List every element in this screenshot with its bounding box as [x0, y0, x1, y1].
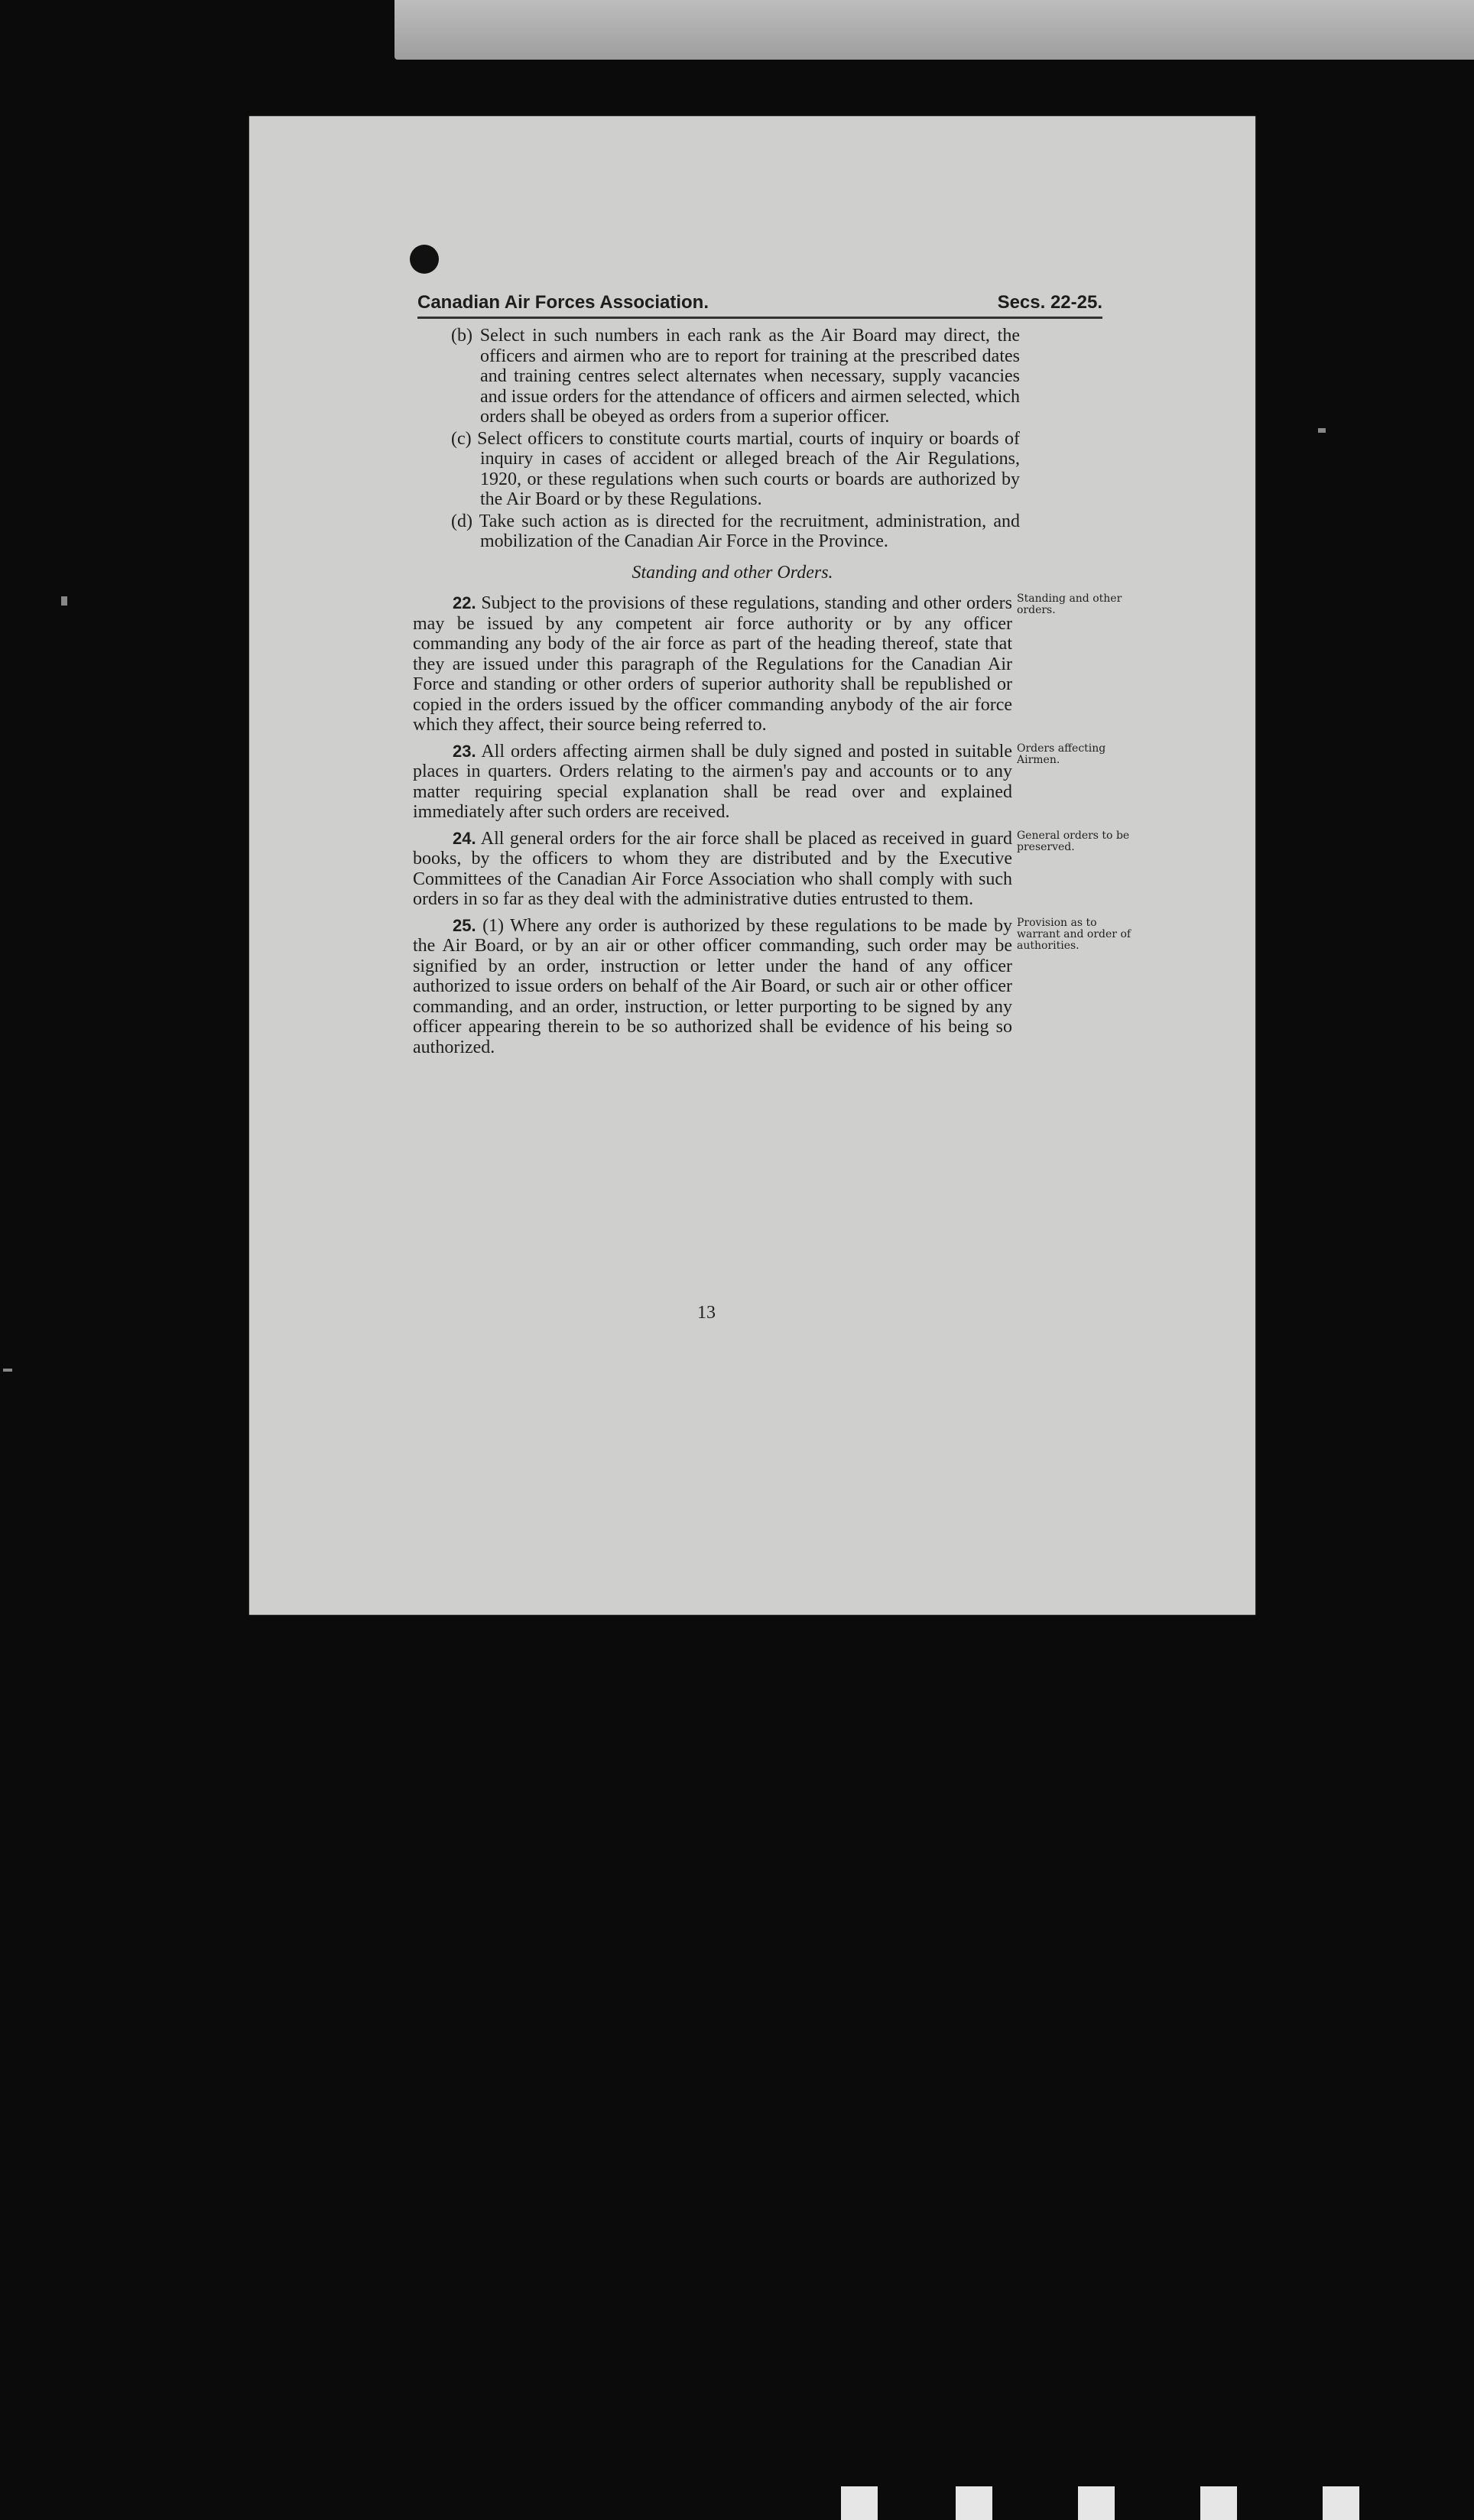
film-bottom-edge: [0, 2466, 1474, 2520]
section-text: (1) Where any order is authorized by these regulations to be made by the Air Board, or by an air or other officer commanding, such order may be signified by an order, instruction or letter under the hand of any officer authorized to issue orders on behalf of the Air Board, or such air or other officer commanding, and an order, instruction, or letter purporting to be signed by any officer appearing therein to be so authorized shall be evidence of his being so authorized.: [413, 915, 1013, 1057]
film-strip-edge: [394, 0, 1474, 60]
margin-note: General orders to be preserved.: [1017, 829, 1130, 853]
section-number: 25.: [453, 915, 476, 935]
list-item: [451, 511, 1020, 552]
section-23: [413, 741, 1106, 823]
section-number: 24.: [453, 828, 476, 848]
section-text: All orders affecting airmen shall be duly signed and posted in suitable places in quarters. Orders relating to the airmen's pay and accounts or to any matter requiring special explanation shall be read over and explained immediately after such orders are received.: [413, 741, 1012, 822]
item-text: Select officers to constitute courts martial, courts of inquiry or boards of inquiry in cases of accident or alleged breach of the Air Regulations, 1920, or these regulations when such courts or boards are authorized by the Air Board or by these Regulations.: [477, 428, 1021, 509]
item-label: (b): [451, 326, 472, 346]
item-text: Take such action as is directed for the recruitment, administration, and mobilization of the Canadian Air Force in the Province.: [479, 511, 1020, 551]
section-number: 22.: [453, 593, 476, 612]
section-25: [413, 915, 1131, 1058]
margin-note: Orders affecting Airmen.: [1017, 742, 1106, 766]
page-number: 13: [697, 1303, 716, 1323]
film-frame-mark: [956, 2486, 992, 2520]
film-frame-mark: [841, 2486, 878, 2520]
section-24: [413, 828, 1130, 910]
film-frame-mark: [1200, 2486, 1237, 2520]
film-frame-mark: [1078, 2486, 1115, 2520]
section-heading: Standing and other Orders.: [631, 562, 833, 583]
header-title: Canadian Air Forces Association.: [417, 292, 709, 313]
punch-hole: [410, 245, 439, 274]
section-text: Subject to the provisions of these regulations, standing and other orders may be issued by any competent air force authority or by any officer commanding any body of the air force as part of the heading thereof, state that they are issued under this paragraph of the Regulations for the Canadian Air Force and standing or other orders of superior authority shall be republished or copied in the orders issued by the officer commanding anybody of the air force which they affect, their source being referred to.: [413, 593, 1013, 735]
page-body: [413, 326, 1254, 1064]
list-item: [451, 429, 1020, 510]
margin-note: Standing and other orders.: [1017, 593, 1122, 616]
film-frame-mark: [1323, 2486, 1359, 2520]
list-item: [451, 326, 1020, 427]
dust-speck: [1318, 428, 1326, 433]
section-22: [413, 593, 1122, 736]
item-label: (c): [451, 428, 472, 449]
dust-speck: [3, 1369, 12, 1372]
item-text: Select in such numbers in each rank as the Air Board may direct, the officers and airmen who are to report for training at the prescribed dates and training centres select alternates when necessary, supply vacancies and issue orders for the attendance of officers and airmen selected, which orders shall be obeyed as orders from a superior officer.: [479, 326, 1020, 427]
header-sections: Secs. 22-25.: [997, 292, 1102, 313]
section-number: 23.: [453, 741, 476, 761]
margin-note: Provision as to warrant and order of authorities.: [1017, 916, 1131, 952]
document-page: [249, 116, 1255, 1615]
section-text: All general orders for the air force shall be placed as received in guard books, by the officers to whom they are distributed and by the Executive Committees of the Canadian Air Force Association who shall comply with such orders in so far as they deal with the administrative duties entrusted to them.: [413, 828, 1012, 909]
item-label: (d): [451, 511, 472, 531]
page-header: [417, 291, 1102, 319]
dust-speck: [61, 596, 67, 606]
